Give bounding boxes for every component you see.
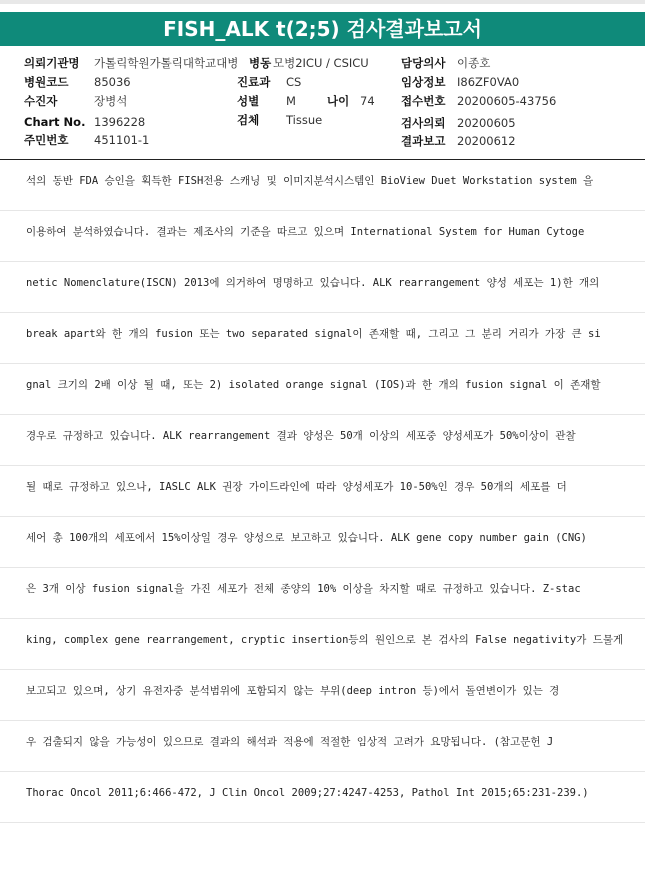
- ward-label: 병동: [249, 56, 272, 70]
- specimen-label: 검체: [237, 113, 260, 127]
- clinical-info-value: I86ZF0VA0: [457, 75, 520, 89]
- recipient-value: 장병석: [94, 94, 128, 108]
- request-date-label: 검사의뢰: [401, 116, 446, 130]
- body-line: 보고되고 있으며, 상기 유전자중 분석범위에 포함되지 않는 부위(deep intron 등)에서 돌연변이가 있는 경: [0, 670, 645, 721]
- department-value: CS: [286, 75, 302, 89]
- request-date-value: 20200605: [457, 116, 516, 130]
- report-title: FISH_ALK t(2;5) 검사결과보고서: [0, 12, 645, 46]
- chart-number-label: Chart No.: [24, 115, 86, 129]
- body-line: 경우로 규정하고 있습니다. ALK rearrangement 결과 양성은 50개 이상의 세포중 양성세포가 50%이상이 관찰: [0, 415, 645, 466]
- specimen-value: Tissue: [286, 113, 323, 127]
- patient-info-block: [0, 47, 645, 159]
- report-date-value: 20200612: [457, 134, 516, 148]
- hospital-code-label: 병원코드: [24, 75, 69, 89]
- body-line: Thorac Oncol 2011;6:466-472, J Clin Oncol 2009;27:4247-4253, Pathol Int 2015;65:231-239.): [0, 772, 645, 823]
- hospital-code-value: 85036: [94, 75, 131, 89]
- body-line: 석의 동반 FDA 승인을 획득한 FISH전용 스캐닝 및 이미지분석시스템인 BioView Duet Workstation system 을: [0, 160, 645, 211]
- body-line: netic Nomenclature(ISCN) 2013에 의거하여 명명하고 있습니다. ALK rearrangement 양성 세포는 1)한 개의: [0, 262, 645, 313]
- body-line: gnal 크기의 2배 이상 될 때, 또는 2) isolated orange signal (IOS)과 한 개의 fusion signal 이 존재할: [0, 364, 645, 415]
- body-line: [0, 823, 645, 874]
- body-line: break apart와 한 개의 fusion 또는 two separated signal이 존재할 때, 그리고 그 분리 거리가 가장 큰 si: [0, 313, 645, 364]
- body-line: 은 3개 이상 fusion signal을 가진 세포가 전체 종양의 10% 이상을 차지할 때로 규정하고 있습니다. Z-stac: [0, 568, 645, 619]
- report-date-label: 결과보고: [401, 134, 446, 148]
- clinical-info-label: 임상정보: [401, 75, 446, 89]
- institution-value: 가톨릭학원가톨릭대학교대병: [94, 56, 239, 70]
- receipt-number-value: 20200605-43756: [457, 94, 557, 108]
- resident-number-label: 주민번호: [24, 133, 69, 147]
- resident-number-value: 451101-1: [94, 133, 150, 147]
- age-value: 74: [360, 94, 375, 108]
- body-line: 될 때로 규정하고 있으나, IASLC ALK 권장 가이드라인에 따라 양성세포가 10-50%인 경우 50개의 세포를 더: [0, 466, 645, 517]
- body-line: king, complex gene rearrangement, cryptic insertion등의 원인으로 본 검사의 False negativity가 드물게: [0, 619, 645, 670]
- top-edge: [0, 0, 645, 4]
- sex-value: M: [286, 94, 296, 108]
- body-line: 우 검출되지 않을 가능성이 있으므로 결과의 해석과 적용에 적절한 임상적 고려가 요망됩니다. (참고문헌 J: [0, 721, 645, 772]
- body-line: 이용하여 분석하였습니다. 결과는 제조사의 기준을 따르고 있으며 International System for Human Cytoge: [0, 211, 645, 262]
- ward-value: 모병2ICU / CSICU: [273, 56, 369, 70]
- doctor-label: 담당의사: [401, 56, 446, 70]
- age-label: 나이: [327, 94, 350, 108]
- sex-label: 성별: [237, 94, 260, 108]
- institution-label: 의뢰기관명: [24, 56, 80, 70]
- doctor-value: 이종호: [457, 56, 491, 70]
- body-line: 세어 총 100개의 세포에서 15%이상일 경우 양성으로 보고하고 있습니다. ALK gene copy number gain (CNG): [0, 517, 645, 568]
- recipient-label: 수진자: [24, 94, 58, 108]
- department-label: 진료과: [237, 75, 271, 89]
- chart-number-value: 1396228: [94, 115, 146, 129]
- report-body: [0, 160, 645, 874]
- receipt-number-label: 접수번호: [401, 94, 446, 108]
